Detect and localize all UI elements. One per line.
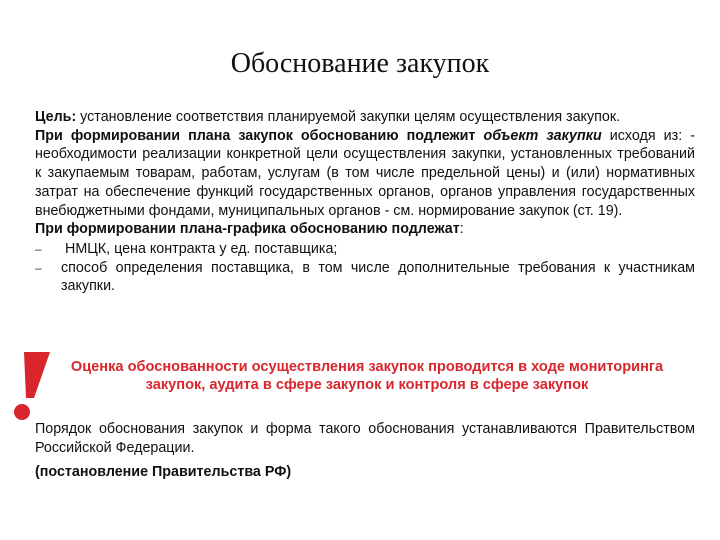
decree-reference: (постановление Правительства РФ)	[35, 464, 292, 481]
slide-title: Обоснование закупок	[230, 48, 490, 79]
schedule-lead: При формировании плана-графика обоснованию подлежат	[35, 221, 460, 238]
procedure-text: Порядок обоснования закупок и форма такого обоснования устанавливаются Правительством Российской Федерации.	[35, 421, 695, 456]
plan-lead: При формировании плана закупок обоснованию подлежит	[35, 127, 484, 144]
list-dash: –	[35, 260, 42, 275]
list-dash: –	[35, 241, 42, 256]
list-item-text: способ определения поставщика, в том числе дополнительные требования к участникам закупки.	[61, 259, 695, 295]
schedule-colon: :	[459, 221, 464, 238]
goal-paragraph	[35, 108, 695, 127]
alert-text: Оценка обоснованности осуществления закупок проводится в ходе мониторинга закупок, аудита в сфере закупок и контроля в сфере закупок	[70, 359, 664, 393]
goal-text: установление соответствия планируемой закупки целям осуществления закупок.	[76, 109, 621, 125]
list-item	[35, 240, 695, 259]
schedule-list	[35, 240, 695, 296]
plan-rest: исходя из: - необходимости реализации конкретной цели осуществления закупки, установленных требований к закупаемым товарам, работам, услугам (в том числе предельной цены) и (или) нормативных затрат на обеспечение функций государственных органов, органов управления государственных внебюджетными фондами, муниципальных органов - см. нормирование закупок (ст. 19).	[35, 127, 695, 219]
slide-body	[35, 108, 695, 296]
procedure-block	[35, 420, 695, 482]
plan-object: объект закупки	[483, 127, 602, 144]
plan-paragraph	[35, 127, 695, 221]
schedule-heading	[35, 220, 695, 239]
goal-label: Цель:	[35, 109, 77, 125]
list-item	[35, 259, 695, 296]
list-item-text: НМЦК, цена контракта у ед. поставщика;	[65, 240, 338, 257]
exclamation-icon	[6, 350, 50, 422]
